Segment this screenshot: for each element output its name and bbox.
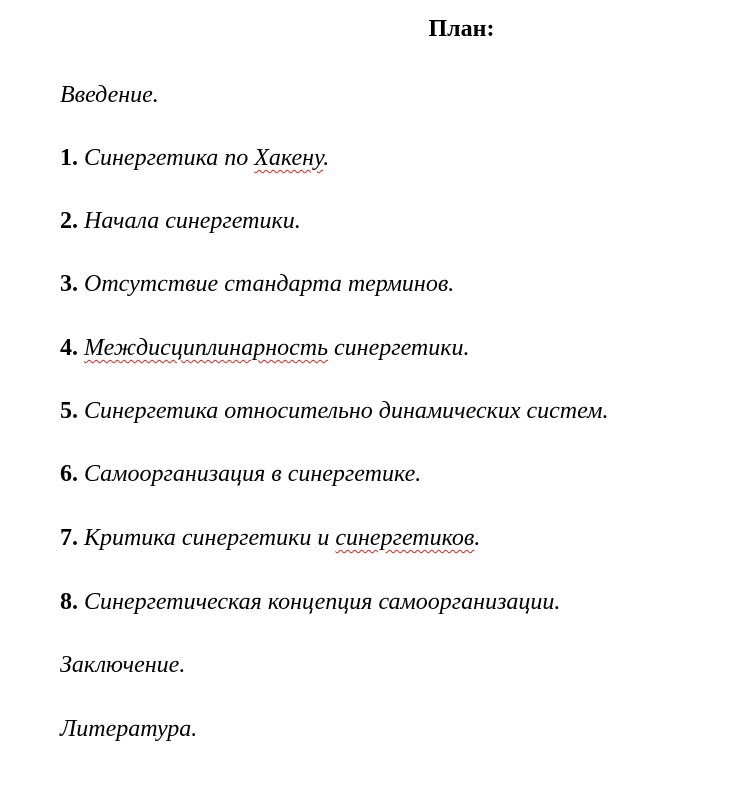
item-number: 7. (60, 525, 78, 551)
item-text: Синергетика относительно динамических систем. (84, 398, 609, 424)
item-number: 4. (60, 335, 78, 361)
item-number: 2. (60, 208, 78, 234)
plan-item-6 (60, 459, 421, 489)
item-number: 6. (60, 461, 78, 487)
item-text: Синергетическая концепция самоорганизации. (84, 589, 561, 615)
item-number: 1. (60, 145, 78, 171)
item-text (84, 145, 329, 171)
conclusion-line: Заключение. (60, 652, 186, 678)
item-text-part: Критика синергетики и (84, 525, 336, 551)
misspelled-word: синергетиков (335, 525, 475, 551)
literature-line: Литература. (60, 716, 198, 742)
plan-item-7 (60, 523, 480, 553)
plan-item-5 (60, 396, 608, 426)
item-text: Отсутствие стандарта терминов. (84, 271, 455, 297)
intro-line: Введение. (60, 82, 159, 108)
item-text-part: . (323, 145, 330, 171)
plan-item-2 (60, 206, 301, 236)
item-text (84, 335, 469, 361)
plan-item-3 (60, 269, 454, 299)
misspelled-word: Хакену (254, 145, 324, 171)
item-text-part: Синергетика по (84, 145, 255, 171)
misspelled-word: Междисциплинарность (84, 335, 329, 361)
plan-item-8 (60, 587, 560, 617)
plan-item-4 (60, 333, 469, 363)
item-number: 5. (60, 398, 78, 424)
item-text (84, 525, 480, 551)
item-number: 3. (60, 271, 78, 297)
item-text: Начала синергетики. (84, 208, 301, 234)
item-text-part: синергетики. (328, 335, 470, 361)
item-number: 8. (60, 589, 78, 615)
plan-item-1 (60, 143, 329, 173)
item-text-part: . (474, 525, 481, 551)
item-text: Самоорганизация в синергетике. (84, 461, 422, 487)
plan-title: План: (428, 16, 495, 42)
